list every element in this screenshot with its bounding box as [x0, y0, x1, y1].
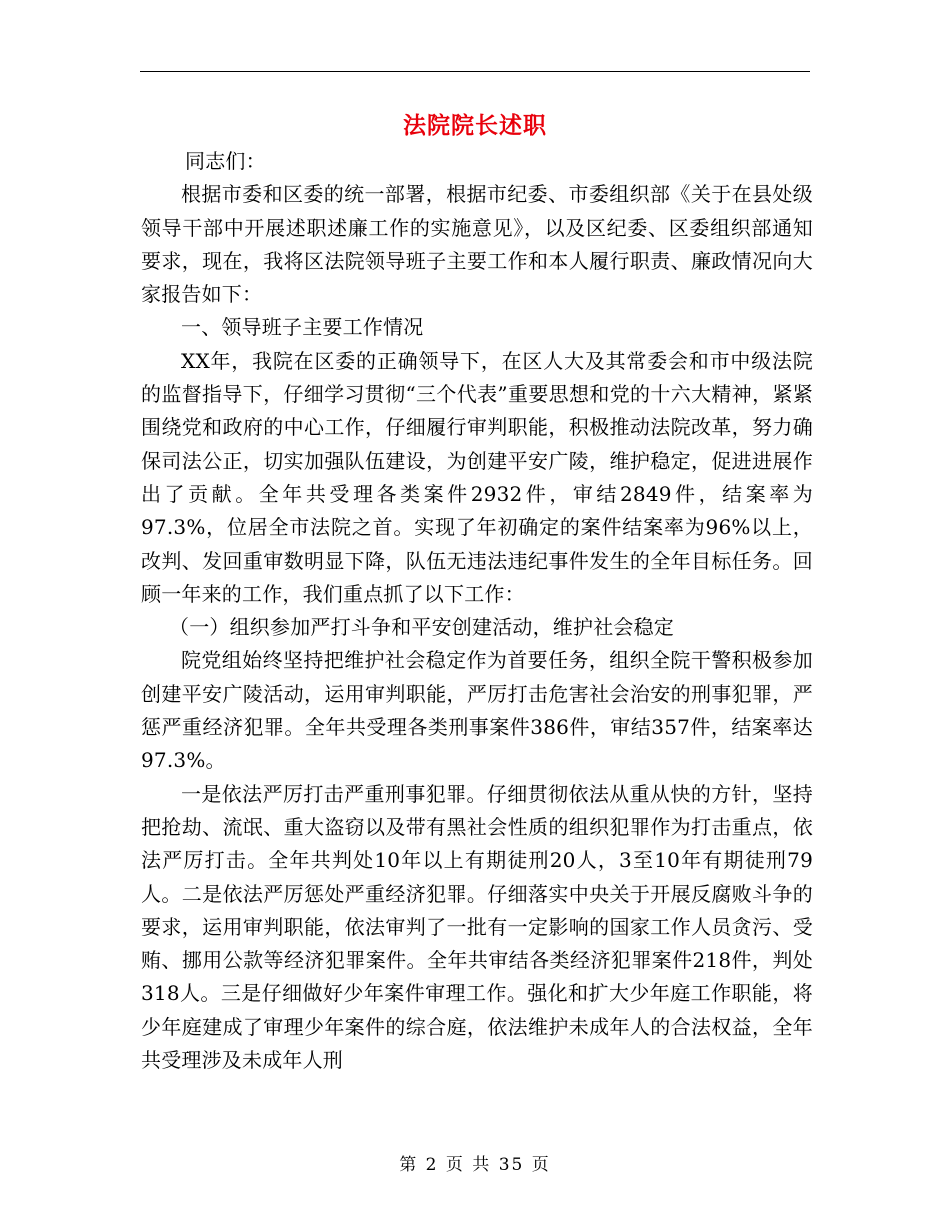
- header-rule: [140, 71, 810, 72]
- paragraph-stability: 院党组始终坚持把维护社会稳定作为首要任务，组织全院干警积极参加创建平安广陵活动，运用审判职能，严厉打击危害社会治安的刑事犯罪，严惩严重经济犯罪。全年共受理各类刑事案件386件，审结357件，结案率达97.3%。: [141, 648, 813, 773]
- salutation: 同志们：: [185, 149, 266, 173]
- paragraph-criminal: 一是依法严厉打击严重刑事犯罪。仔细贯彻依法从重从快的方针，坚持把抢劫、流氓、重大盗窃以及带有黑社会性质的组织犯罪作为打击重点，依法严厉打击。全年共判处10年以上有期徒刑20人，3至10年有期徒刑79人。二是依法严厉惩处严重经济犯罪。仔细落实中央关于开展反腐败斗争的要求，运用审判职能，依法审判了一批有一定影响的国家工作人员贪污、受贿、挪用公款等经济犯罪案件。全年共审结各类经济犯罪案件218件，判处318人。三是仔细做好少年案件审理工作。强化和扩大少年庭工作职能，将少年庭建成了审理少年案件的综合庭，依法维护未成年人的合法权益，全年共受理涉及未成年人刑: [141, 781, 813, 1073]
- section-heading: 一、领导班子主要工作情况: [181, 315, 424, 340]
- paragraph-intro: 根据市委和区委的统一部署，根据市纪委、市委组织部《关于在县处级领导干部中开展述职述廉工作的实施意见》，以及区纪委、区委组织部通知要求，现在，我将区法院领导班子主要工作和本人履行职责、廉政情况向大家报告如下：: [141, 182, 813, 307]
- document-title: 法院院长述职: [403, 112, 547, 139]
- page-number: 第 2 页 共 35 页: [399, 1155, 551, 1175]
- subsection-heading: （一）组织参加严打斗争和平安创建活动，维护社会稳定: [169, 615, 674, 640]
- document-body: [141, 145, 813, 1077]
- paragraph-summary: XX年，我院在区委的正确领导下，在区人大及其常委会和市中级法院的监督指导下，仔细学习贯彻“三个代表”重要思想和党的十六大精神，紧紧围绕党和政府的中心工作，仔细履行审判职能，积极推动法院改革，努力确保司法公正，切实加强队伍建设，为创建平安广陵，维护稳定，促进进展作出了贡献。全年共受理各类案件2932件，审结2849件，结案率为97.3%，位居全市法院之首。实现了年初确定的案件结案率为96%以上，改判、发回重审数明显下降，队伍无违法违纪事件发生的全年目标任务。回顾一年来的工作，我们重点抓了以下工作：: [141, 348, 813, 606]
